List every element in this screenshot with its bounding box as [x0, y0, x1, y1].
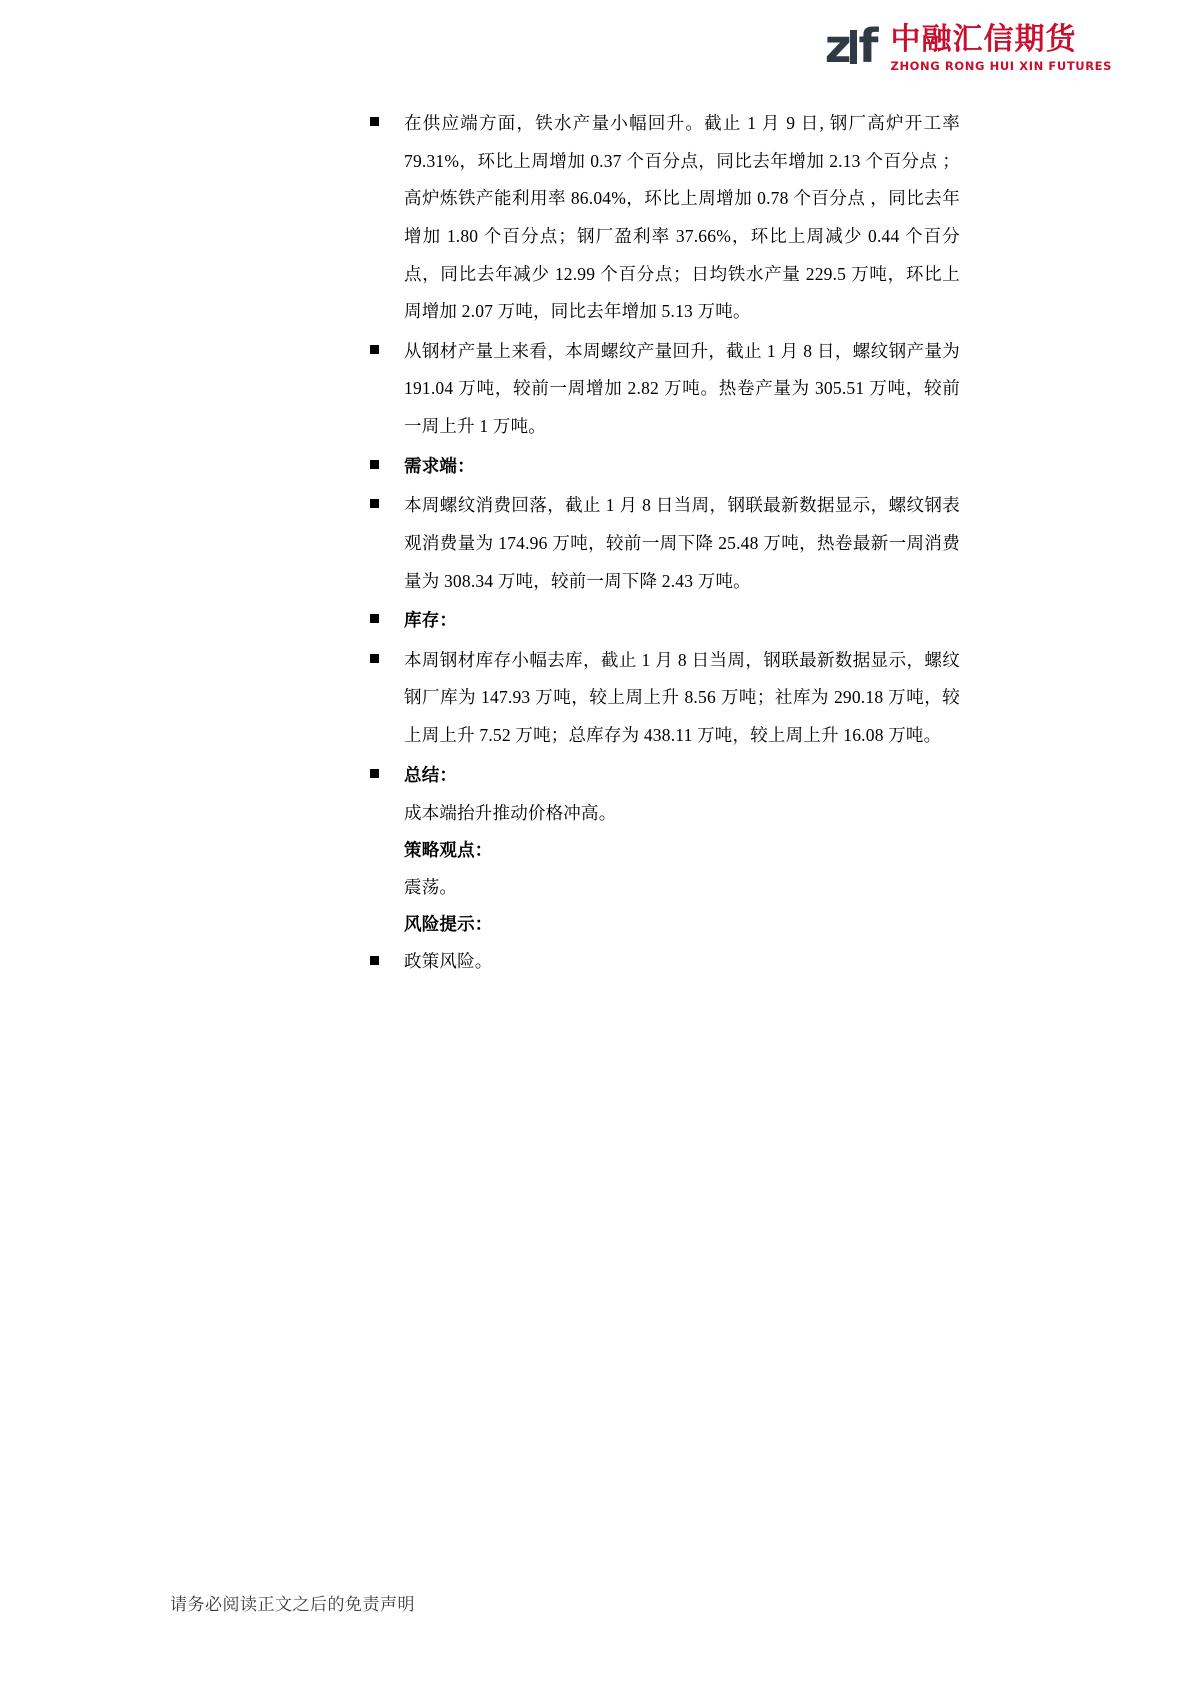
logo-mark-letter-f: f — [858, 19, 877, 74]
logo-mark-bar — [850, 30, 857, 64]
heading-demand: 需求端： — [404, 455, 475, 476]
bullet-icon — [370, 487, 404, 508]
bullet-icon — [370, 448, 404, 469]
company-name-en: ZHONG RONG HUI XIN FUTURES — [890, 58, 1112, 73]
list-item — [370, 796, 960, 831]
paragraph-summary-body: 成本端抬升推动价格冲高。 — [404, 803, 617, 824]
bullet-icon — [370, 642, 404, 663]
heading-inventory: 库存： — [404, 610, 458, 631]
list-item — [370, 907, 960, 942]
list-item — [370, 642, 960, 755]
bullet-icon — [370, 105, 404, 126]
bullet-placeholder — [370, 833, 404, 854]
paragraph-demand-body: 本周螺纹消费回落，截止 1 月 8 日当周，钢联最新数据显示，螺纹钢表观消费量为 174.96 万吨，较前一周下降 25.48 万吨，热卷最新一周消费量为 308.34 万吨，较前一周下降 2.43 万吨。 — [404, 495, 960, 591]
heading-strategy: 策略观点： — [404, 840, 493, 861]
logo-text — [891, 24, 1113, 73]
list-item — [370, 944, 960, 979]
list-item — [370, 487, 960, 600]
document-body — [370, 105, 960, 981]
bullet-icon — [370, 333, 404, 354]
logo-mark-icon — [824, 19, 877, 74]
paragraph-steel-output: 从钢材产量上来看，本周螺纹产量回升，截止 1 月 8 日，螺纹钢产量为 191.04 万吨，较前一周增加 2.82 万吨。热卷产量为 305.51 万吨，较前一周上升 1 万吨。 — [404, 340, 960, 436]
list-item — [370, 833, 960, 868]
bullet-placeholder — [370, 870, 404, 891]
bullet-placeholder — [370, 907, 404, 928]
logo-mark-letter-z: z — [824, 19, 850, 74]
list-item — [370, 448, 960, 486]
list-item — [370, 602, 960, 640]
bullet-placeholder — [370, 796, 404, 817]
paragraph-risk-body: 政策风险。 — [404, 951, 493, 972]
bullet-icon — [370, 944, 404, 965]
bullet-icon — [370, 757, 404, 778]
list-item — [370, 333, 960, 446]
heading-risk: 风险提示： — [404, 914, 493, 935]
list-item — [370, 870, 960, 905]
list-item — [370, 105, 960, 331]
footer-disclaimer: 请务必阅读正文之后的免责声明 — [170, 1595, 415, 1614]
bullet-icon — [370, 602, 404, 623]
company-name-cn: 中融汇信期货 — [890, 22, 1077, 57]
heading-summary: 总结： — [404, 764, 458, 785]
paragraph-supply-side: 在供应端方面，铁水产量小幅回升。截止 1 月 9 日, 钢厂高炉开工率 79.31%，环比上周增加 0.37 个百分点，同比去年增加 2.13 个百分点 ；高炉炼铁产能利用率 86.04%，环比上周增加 0.78 个百分点 ，同比去年增加 1.80 个百分点；钢厂盈利率 37.66%，环比上周减少 0.44 个百分点，同比去年减少 12.99 个百分点；日均铁水产量 229.5 万吨，环比上周增加 2.07 万吨，同比去年增加 5.13 万吨。 — [404, 113, 960, 322]
company-logo — [824, 19, 1112, 74]
paragraph-inventory-body: 本周钢材库存小幅去库，截止 1 月 8 日当周，钢联最新数据显示，螺纹钢厂库为 147.93 万吨，较上周上升 8.56 万吨；社库为 290.18 万吨，较上周上升 7.52 万吨；总库存为 438.11 万吨，较上周上升 16.08 万吨。 — [404, 649, 960, 745]
list-item — [370, 757, 960, 795]
paragraph-strategy-body: 震荡。 — [404, 877, 458, 898]
